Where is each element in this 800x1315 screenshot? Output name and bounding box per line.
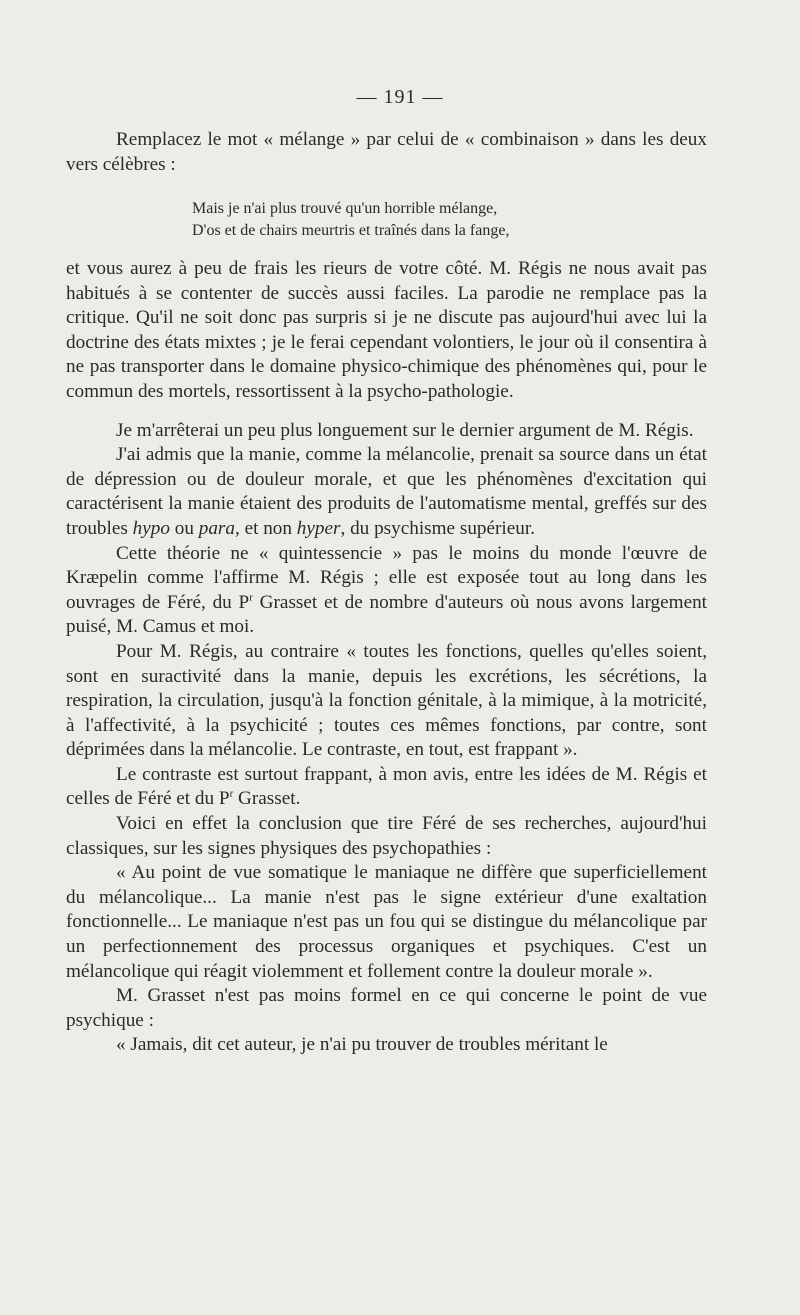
paragraph-gap — [66, 405, 707, 419]
p3-italic-hypo: hypo — [132, 517, 170, 539]
paragraph-1: et vous aurez à peu de frais les rieurs de votre côté. M. Régis ne nous avait pas habitués à se contenter de succès aussi faciles. La parodie ne remplace pas la critique. Qu'il ne soit donc pas surpris si je ne discute pas aujourd'hui avec lui la doctrine des états mixtes ; je le ferai cependant volontiers, le jour où il consentira à ne pas transporter dans le domaine physico-chimique des phénomènes qui, pour le commun des mortels, ressortissent à la psycho-pathologie. — [66, 258, 707, 402]
p4-superscript: r — [249, 591, 253, 604]
p4-text-2: Grasset et de nombre d'auteurs où nous avons largement puisé, M. Camus et moi. — [66, 591, 708, 638]
paragraph-5: Pour M. Régis, au contraire « toutes les fonctions, quelles qu'elles soient, sont en suractivité dans la manie, depuis les excrétions, les sécrétions, la respiration, la circulation, jusqu'à la fonction génitale, à la mimique, à la motricité, à l'affectivité, à la psychicité ; toutes ces mêmes fonctions, par contre, sont déprimées dans la mélancolie. Le contraste, en tout, est frappant ». — [66, 640, 707, 761]
intro-paragraph: Remplacez le mot « mélange » par celui de « combinaison » dans les deux vers célèbres : — [66, 129, 707, 175]
paragraph-8: « Au point de vue somatique le maniaque ne diffère que superficiellement du mélancolique... La manie n'est pas le signe extérieur d'une exaltation fonctionnelle... Le maniaque n'est pas un fou qui se distingue du mélancolique par un perfectionnement des processus organiques et psychiques. C'est un mélancolique qui réagit violemment et follement contre la douleur morale ». — [66, 862, 707, 982]
paragraph-9: M. Grasset n'est pas moins formel en ce qui concerne le point de vue psychique : — [66, 985, 707, 1031]
p3-text-1: J'ai admis que la manie, comme la mélancolie, prenait sa source dans un état de dépression ou de douleur morale, et que les phénomènes d'excitation qui caractérisent la manie étaient des produits de l'automatisme mental, greffés sur des troubles — [66, 444, 707, 539]
paragraph-6 — [66, 763, 707, 812]
p3-text-2: ou — [169, 517, 199, 539]
paragraph-10: « Jamais, dit cet auteur, je n'ai pu trouver de troubles méritant le — [116, 1034, 608, 1056]
p4-text-1: Cette théorie ne « quintessencie » pas le moins du monde l'œuvre de Kræpelin comme l'affirme M. Régis ; elle est exposée tout au long dans les ouvrages de Féré, du P — [66, 542, 707, 613]
verse-line-1: Mais je n'ai plus trouvé qu'un horrible mélange, — [192, 200, 498, 217]
p6-text-1: Le contraste est surtout frappant, à mon avis, entre les idées de M. Régis et celles de Féré et du P — [66, 763, 707, 810]
p3-italic-para: para — [198, 517, 235, 539]
body-text — [66, 257, 707, 1058]
p6-superscript: r — [229, 788, 234, 801]
paragraph-4 — [66, 542, 707, 640]
p3-text-3: , et non — [234, 517, 297, 539]
p6-text-2: Grasset. — [233, 788, 301, 810]
p3-italic-hyper: hyper — [296, 517, 341, 539]
verse-quote — [192, 198, 509, 242]
p3-text-4: , du psychisme supérieur. — [340, 517, 535, 539]
paragraph-3 — [66, 443, 707, 541]
paragraph-2: Je m'arrêterai un peu plus longuement sur le dernier argument de M. Régis. — [116, 419, 694, 441]
verse-line-2: D'os et de chairs meurtris et traînés dans la fange, — [192, 222, 510, 239]
paragraph-7: Voici en effet la conclusion que tire Féré de ses recherches, aujourd'hui classiques, sur les signes physiques des psychopathies : — [66, 813, 707, 859]
intro-text — [66, 128, 707, 177]
page-number: — 191 — — [356, 86, 444, 108]
